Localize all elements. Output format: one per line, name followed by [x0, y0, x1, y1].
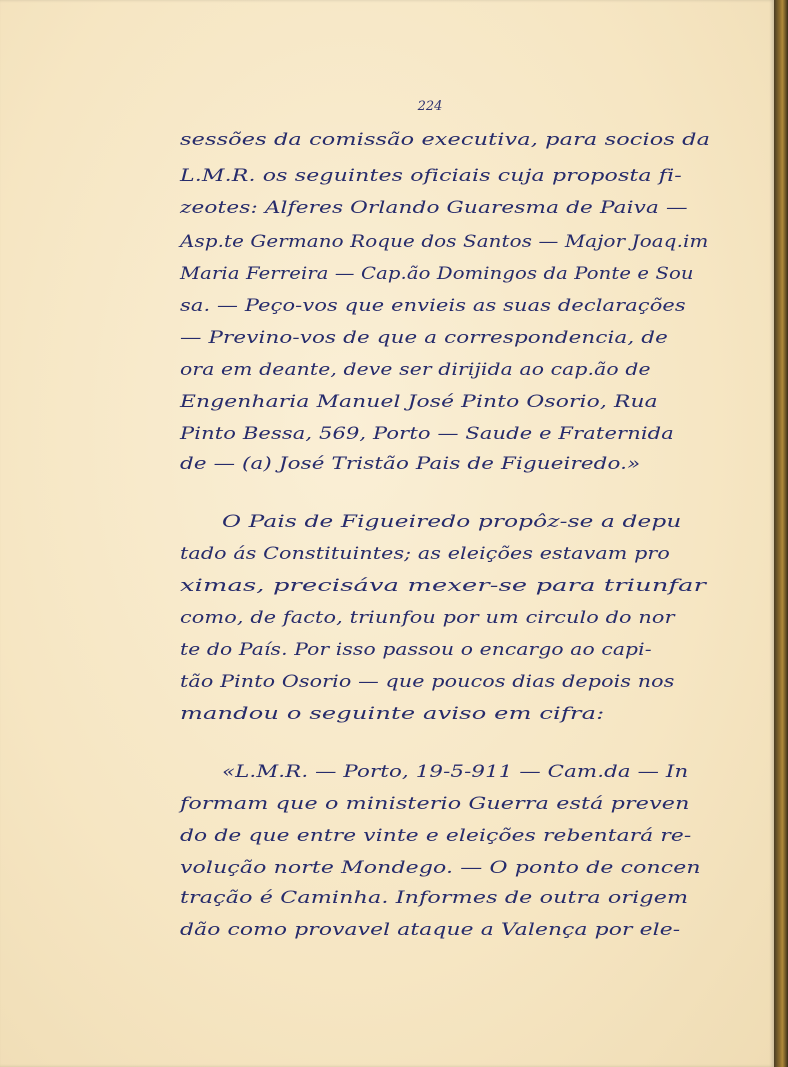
manuscript-line: Asp.te Germano Roque dos Santos — Major Joaq.im [180, 232, 709, 252]
manuscript-line: formam que o ministerio Guerra está preven [180, 794, 690, 814]
manuscript-line: sa. — Peço-vos que envieis as suas declarações [180, 296, 686, 316]
manuscript-line: Engenharia Manuel José Pinto Osorio, Rua [180, 392, 658, 412]
manuscript-line: tado ás Constituintes; as eleições estavam pro [180, 544, 670, 564]
manuscript-line: tão Pinto Osorio — que poucos dias depois nos [180, 672, 675, 692]
manuscript-line: do de que entre vinte e eleições rebentará re- [180, 826, 692, 846]
manuscript-line: volução norte Mondego. — O ponto de concen [180, 858, 701, 878]
manuscript-line: ximas, precisáva mexer-se para triunfar [180, 576, 707, 596]
manuscript-line: — Previno-vos de que a correspondencia, de [180, 328, 668, 348]
manuscript-line: Maria Ferreira — Cap.ão Domingos da Ponte e Sou [180, 264, 694, 284]
manuscript-line: Pinto Bessa, 569, Porto — Saude e Fraternida [180, 424, 674, 444]
manuscript-line: sessões da comissão executiva, para socios da [180, 130, 711, 150]
manuscript-line: de — (a) José Tristão Pais de Figueiredo.» [180, 454, 641, 474]
manuscript-line: zeotes: Alferes Orlando Guaresma de Paiva — [180, 198, 688, 218]
page-number: 224 [417, 99, 443, 114]
manuscript-line: mandou o seguinte aviso em cifra: [180, 704, 605, 724]
manuscript-line: dão como provavel ataque a Valença por ele- [180, 920, 681, 940]
manuscript-line: O Pais de Figueiredo propôz-se a depu [222, 512, 682, 532]
manuscript-line: tração é Caminha. Informes de outra origem [180, 888, 689, 908]
manuscript-line: «L.M.R. — Porto, 19-5-911 — Cam.da — In [222, 762, 689, 782]
manuscript-line: te do País. Por isso passou o encargo ao capi- [180, 640, 652, 660]
manuscript-line: L.M.R. os seguintes oficiais cuja proposta fi- [180, 166, 682, 186]
manuscript-line: como, de facto, triunfou por um circulo do nor [180, 608, 675, 628]
manuscript-line: ora em deante, deve ser dirijida ao cap.ão de [180, 360, 651, 380]
binding-edge [774, 0, 788, 1067]
